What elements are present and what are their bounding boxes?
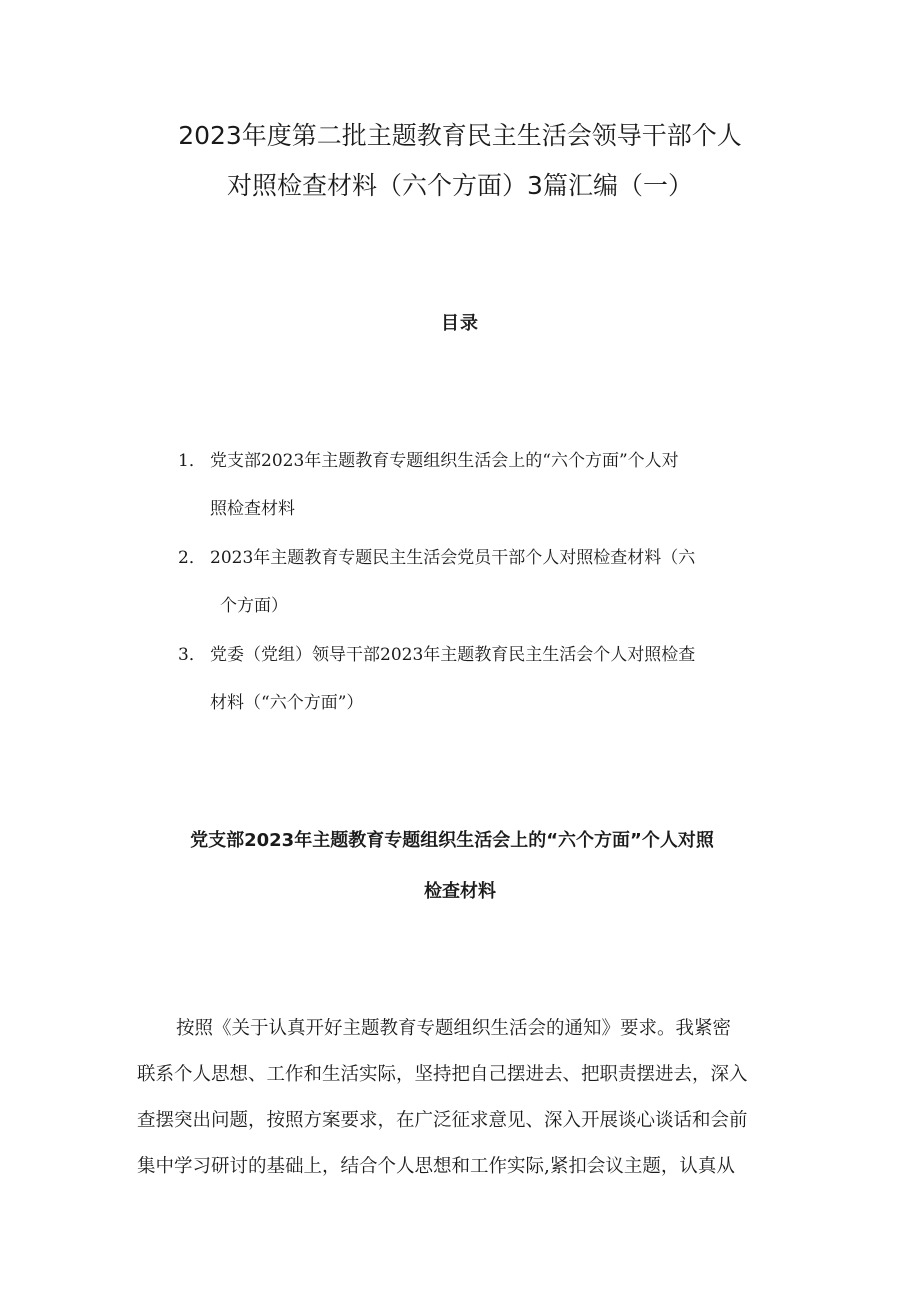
toc-item-text: 党委（党组）领导干部2023年主题教育民主生活会个人对照检查	[210, 645, 696, 665]
toc-item-text: 党支部2023年主题教育专题组织生活会上的“六个方面”个人对	[210, 451, 679, 471]
toc-item-2	[178, 543, 695, 568]
toc-item-3	[178, 640, 695, 665]
toc-item-2-continuation: 个方面）	[220, 596, 288, 616]
section-title-line-1: 党支部2023年主题教育专题组织生活会上的“六个方面”个人对照	[190, 830, 714, 851]
document-title-line-1: 2023年度第二批主题教育民主生活会领导干部个人	[178, 121, 742, 150]
toc-item-number: 3．	[178, 645, 206, 665]
toc-item-3-continuation: 材料（“六个方面”）	[210, 693, 364, 713]
toc-item-text: 2023年主题教育专题民主生活会党员干部个人对照检查材料（六	[210, 548, 696, 568]
toc-item-number: 2．	[178, 548, 206, 568]
paragraph-line-3: 查摆突出问题，按照方案要求，在广泛征求意见、深入开展谈心谈话和会前	[137, 1110, 748, 1131]
toc-item-1-continuation: 照检查材料	[210, 499, 295, 519]
paragraph-line-4: 集中学习研讨的基础上，结合个人思想和工作实际,紧扣会议主题，认真从	[137, 1156, 735, 1177]
section-title-line-2: 检查材料	[424, 881, 496, 902]
toc-heading: 目录	[441, 313, 479, 334]
toc-item-number: 1．	[178, 451, 206, 471]
paragraph-line-2: 联系个人思想、工作和生活实际，坚持把自己摆进去、把职责摆进去，深入	[137, 1064, 748, 1085]
paragraph-line-1: 按照《关于认真开好主题教育专题组织生活会的通知》要求。我紧密	[176, 1018, 732, 1039]
toc-item-1	[178, 446, 679, 471]
document-title-line-2: 对照检查材料（六个方面）3篇汇编（一）	[227, 171, 693, 200]
